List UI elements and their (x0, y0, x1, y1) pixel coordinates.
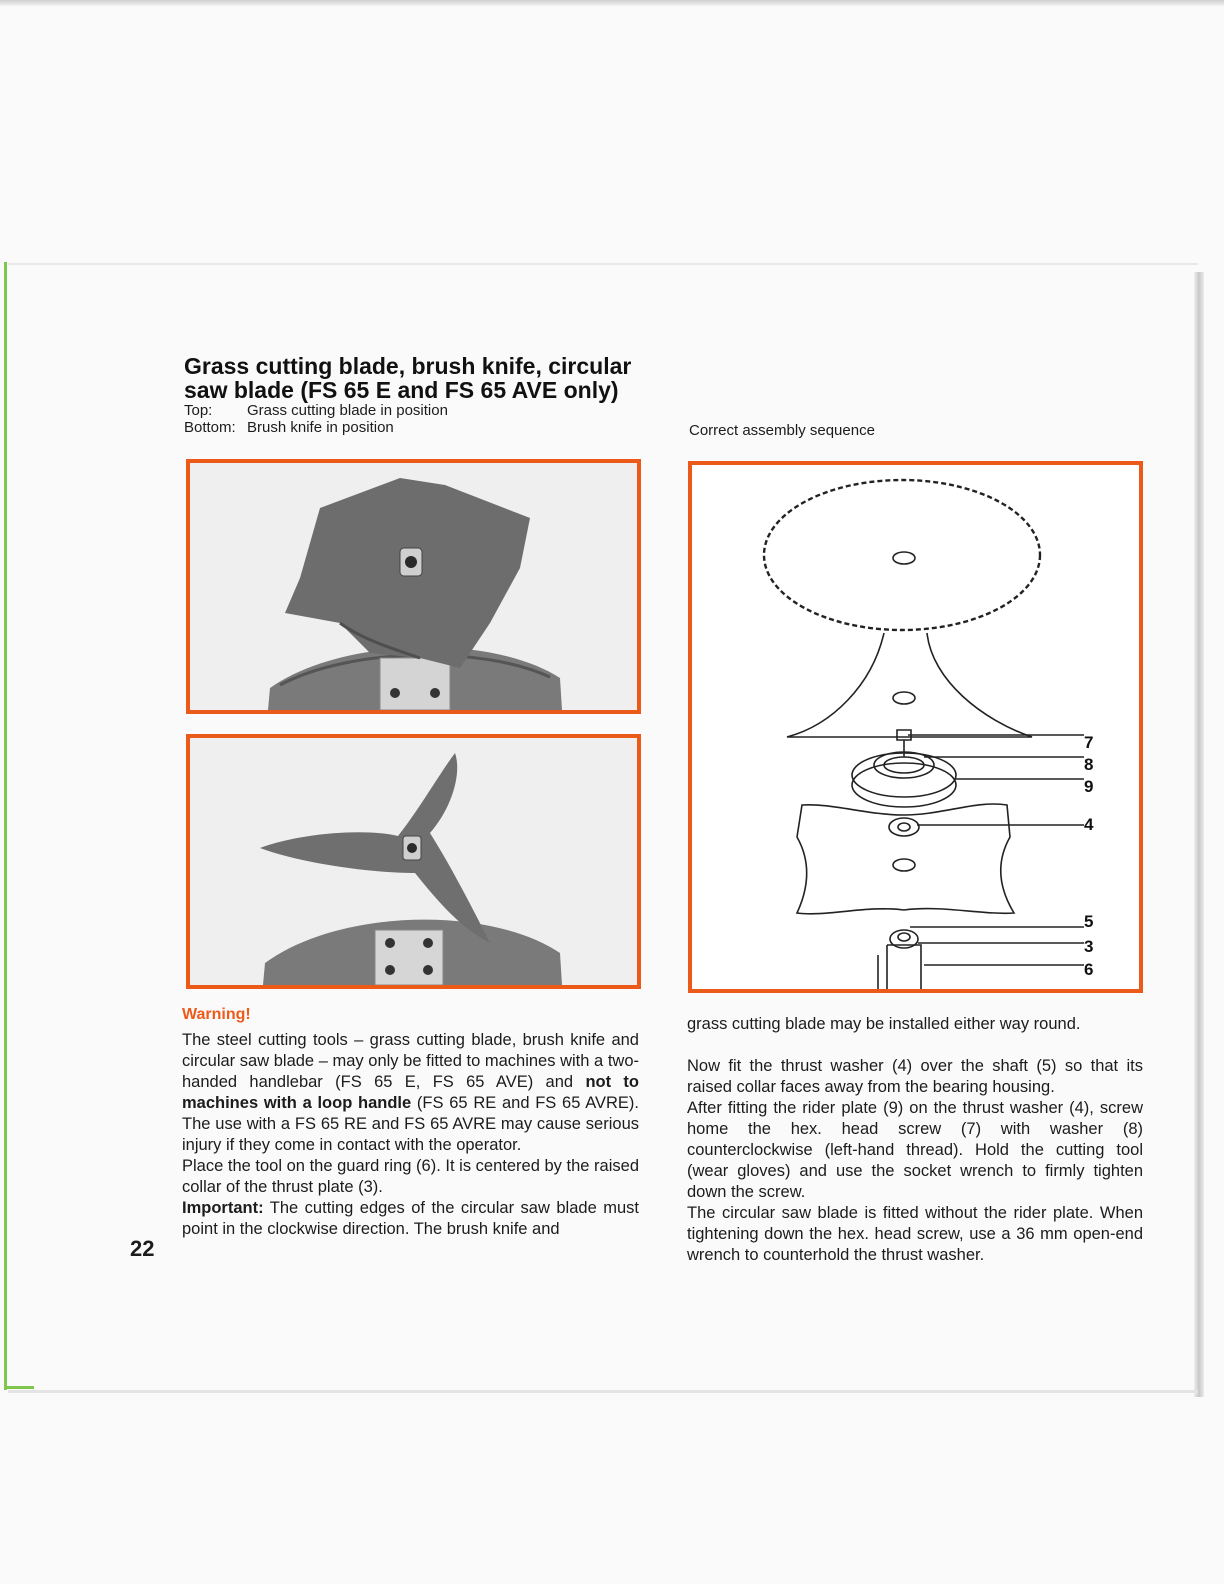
photo-brush-knife (186, 734, 641, 989)
callout-7: 7 (1084, 733, 1094, 752)
page-bottom-edge (8, 1390, 1198, 1393)
page-left-edge (4, 262, 7, 1390)
continued-text (687, 1014, 1143, 1266)
page-right-edge (1194, 272, 1204, 1397)
photo-grass-cutting-blade (186, 459, 641, 714)
warning-p1-end: (FS 65 RE and FS 65 AVRE). The use with a FS 65 RE and FS 65 AVRE may cause serious injury if they come in contact with the operator. (182, 1094, 639, 1154)
important-label: Important: (182, 1199, 264, 1217)
warning-paragraph-3 (182, 1198, 639, 1240)
warning-paragraph-2: Place the tool on the guard ring (6). It is centered by the raised collar of the thrust plate (3). (182, 1157, 639, 1196)
warning-paragraph-1 (182, 1030, 639, 1156)
callout-6: 6 (1084, 960, 1094, 979)
warning-heading: Warning! (182, 1006, 251, 1023)
caption-bottom-key: Bottom: (184, 419, 236, 436)
diagram-heading: Correct assembly sequence (689, 422, 875, 439)
page-number: 22 (130, 1236, 155, 1261)
warning-p1-start: The steel cutting tools – grass cutting blade, brush knife and circular saw blade – may only be fitted to machines with a two-handed handlebar (FS 65 E, FS 65 AVE) and (182, 1031, 639, 1091)
callout-4: 4 (1084, 815, 1094, 834)
figure-caption (184, 402, 448, 436)
continued-paragraph-2: After fitting the rider plate (9) on the thrust washer (4), screw home the hex. head screw (7) with washer (8) counterclockwise (left-hand thread). Hold the cutting tool (wear gloves) and use the socket wrench to firmly tighten down the screw. (687, 1099, 1143, 1201)
caption-top-text: Grass cutting blade in position (247, 402, 448, 419)
warning-p1-bold: not to machines with a loop handle (182, 1073, 640, 1112)
caption-top-row (184, 402, 448, 419)
callout-8: 8 (1084, 755, 1094, 774)
page-top-edge (8, 263, 1198, 265)
page-left-foot (4, 1386, 34, 1389)
continued-paragraph-0: grass cutting blade may be installed either way round. (687, 1015, 1081, 1033)
section-title: Grass cutting blade, brush knife, circular saw blade (FS 65 E and FS 65 AVE only) (184, 353, 632, 403)
callout-5: 5 (1084, 912, 1094, 931)
continued-paragraph-3: The circular saw blade is fitted without the rider plate. When tightening down the hex. head screw, use a 36 mm open-end wrench to counterhold the thrust washer. (687, 1204, 1143, 1264)
assembly-diagram (688, 461, 1143, 993)
caption-bottom-text: Brush knife in position (247, 419, 394, 436)
assembly-sequence-illustration (692, 465, 1139, 989)
caption-bottom-row (184, 419, 448, 436)
caption-top-key: Top: (184, 402, 213, 419)
callout-3: 3 (1084, 937, 1094, 956)
continued-paragraph-1: Now fit the thrust washer (4) over the shaft (5) so that its raised collar faces away from the bearing housing. (687, 1057, 1143, 1096)
brush-knife-illustration (190, 738, 637, 985)
callout-9: 9 (1084, 777, 1094, 796)
important-text: The cutting edges of the circular saw blade must point in the clockwise direction. The brush knife and (182, 1199, 639, 1238)
grass-cutting-blade-illustration (190, 463, 637, 710)
warning-text (182, 1030, 639, 1240)
scan-top-shadow (0, 0, 1224, 6)
